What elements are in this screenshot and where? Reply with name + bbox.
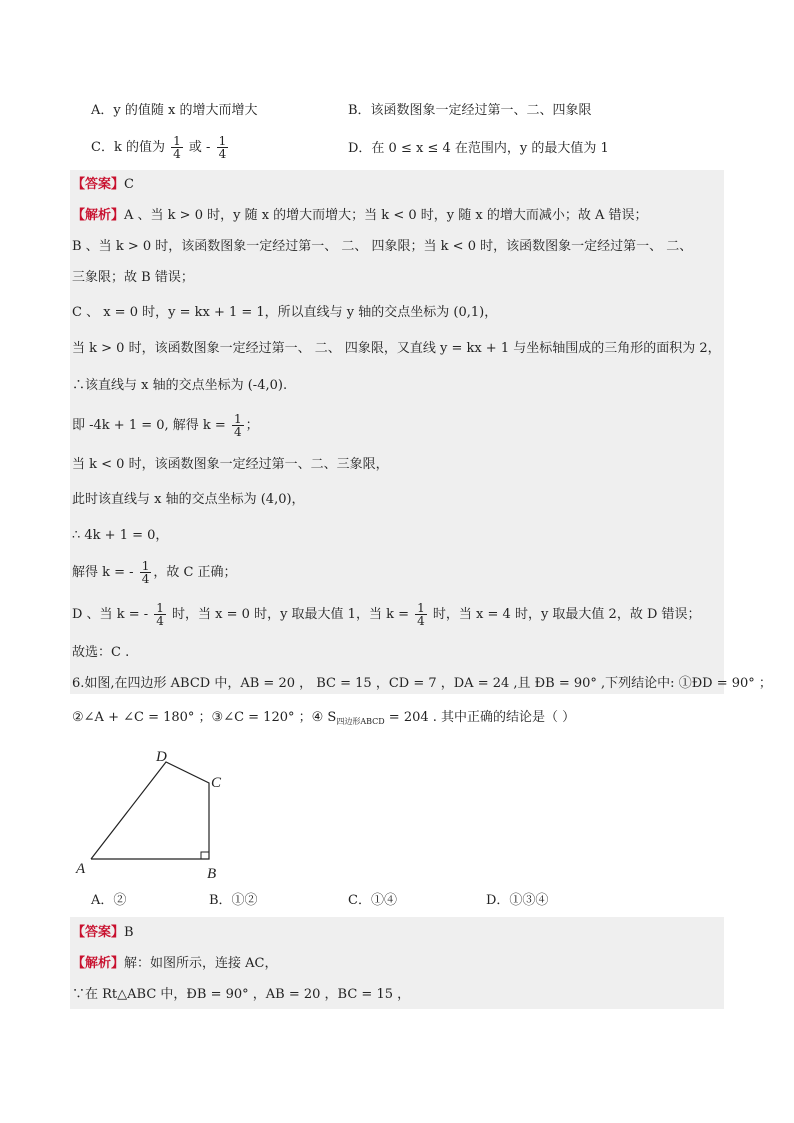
analysis-text: ； [245, 418, 259, 433]
question-text: = 204 . 其中正确的结论是（ ） [384, 710, 576, 725]
option-5d: D．在 0 ≤ x ≤ 4 在范围内，y 的最大值为 1 [348, 141, 609, 156]
analysis-5-line-12 [72, 600, 701, 630]
analysis-text: ，故 C 正确； [153, 565, 237, 580]
answer-value: B [124, 925, 134, 940]
question-6-line-2 [72, 710, 575, 730]
analysis-5-line-2: B 、当 k > 0 时，该函数图象一定经过第一、 二、 四象限；当 k < 0 时，该函数图象一定经过第一、 二、 [72, 239, 693, 254]
answer-5 [72, 177, 134, 193]
fraction-1-4: $\frac{1}{4}$ [156, 601, 164, 628]
analysis-5-line-11 [72, 558, 237, 588]
analysis-text: D 、当 k = - [72, 607, 149, 622]
label-b: B [207, 866, 217, 882]
option-5a: A．y 的值随 x 的增大而增大 [91, 103, 258, 118]
label-d: D [156, 749, 167, 765]
fraction-1-4: $\frac{1}{4}$ [417, 601, 425, 628]
right-angle-mark [201, 852, 209, 859]
analysis-text: A 、当 k > 0 时，y 随 x 的增大而增大；当 k < 0 时，y 随 x 的增大而减小；故 A 错误； [124, 208, 648, 223]
analysis-text: 解：如图所示，连接 AC， [124, 956, 278, 971]
question-text: ②∠A + ∠C = 180° ；③∠C = 120° ；④ S [72, 710, 337, 725]
analysis-text: 时，当 x = 4 时，y 取最大值 2，故 D 错误； [432, 607, 701, 622]
option-5c-text: C．k 的值为 [91, 140, 165, 155]
subscript: 四边形ABCD [336, 717, 385, 726]
fraction-1-4: $\frac{1}{4}$ [173, 134, 181, 161]
analysis-text: 时，当 x = 0 时，y 取最大值 1，当 k = [172, 607, 409, 622]
analysis-5-line-13: 故选：C . [72, 645, 130, 660]
analysis-5-line-7 [72, 411, 259, 441]
analysis-5-line-1 [72, 208, 647, 224]
answer-value: C [124, 177, 134, 192]
label-a: A [76, 861, 86, 877]
fraction-1-4: $\frac{1}{4}$ [233, 412, 242, 439]
analysis-5-line-9: 此时该直线与 x 轴的交点坐标为 (4,0)， [72, 492, 305, 507]
option-6d: D．①③④ [486, 893, 549, 908]
analysis-5-line-8: 当 k < 0 时，该函数图象一定经过第一、二、三象限， [72, 457, 389, 472]
analysis-5-line-3: 三象限；故 B 错误； [72, 270, 194, 285]
option-5c [91, 133, 230, 163]
analysis-tag: 【解析】 [72, 208, 125, 223]
analysis-5-line-6: ∴该直线与 x 轴的交点坐标为 (-4,0). [72, 378, 288, 393]
fraction-1-4: $\frac{1}{4}$ [141, 559, 150, 586]
label-c: C [211, 775, 222, 791]
analysis-text: 解得 k = - [72, 565, 134, 580]
option-6b: B．①② [209, 893, 258, 908]
analysis-6-line-1 [72, 956, 277, 972]
option-5b: B．该函数图象一定经过第一、二、四象限 [348, 103, 592, 118]
option-5c-or: 或 - [188, 140, 211, 155]
answer-tag: 【答案】 [72, 925, 125, 940]
analysis-6-line-2: ∵在 Rt△ABC 中，ÐB = 90° ，AB = 20 ，BC = 15 ， [72, 987, 411, 1002]
analysis-5-line-10: ∴ 4k + 1 = 0， [72, 528, 169, 543]
answer-6 [72, 925, 134, 941]
option-6a: A．② [91, 893, 127, 908]
question-6-line-1: 6.如图,在四边形 ABCD 中，AB = 20 ， BC = 15 ，CD = 7 ，DA = 24 ,且 ÐB = 90° ,下列结论中: ①ÐD = 90° ； [72, 676, 772, 691]
quadrilateral-figure [70, 740, 240, 885]
analysis-5-line-5: 当 k > 0 时，该函数图象一定经过第一、 二、 四象限，又直线 y = kx + 1 与坐标轴围成的三角形的面积为 2， [72, 341, 721, 356]
option-6c: C．①④ [348, 893, 397, 908]
fraction-1-4: $\frac{1}{4}$ [218, 134, 227, 161]
analysis-5-line-4: C 、 x = 0 时，y = kx + 1 = 1，所以直线与 y 轴的交点坐标为 (0,1)， [72, 305, 498, 320]
quadrilateral-abcd [91, 762, 209, 859]
analysis-tag: 【解析】 [72, 956, 125, 971]
analysis-text: 即 -4k + 1 = 0, 解得 k = [72, 418, 226, 433]
answer-tag: 【答案】 [72, 177, 125, 192]
